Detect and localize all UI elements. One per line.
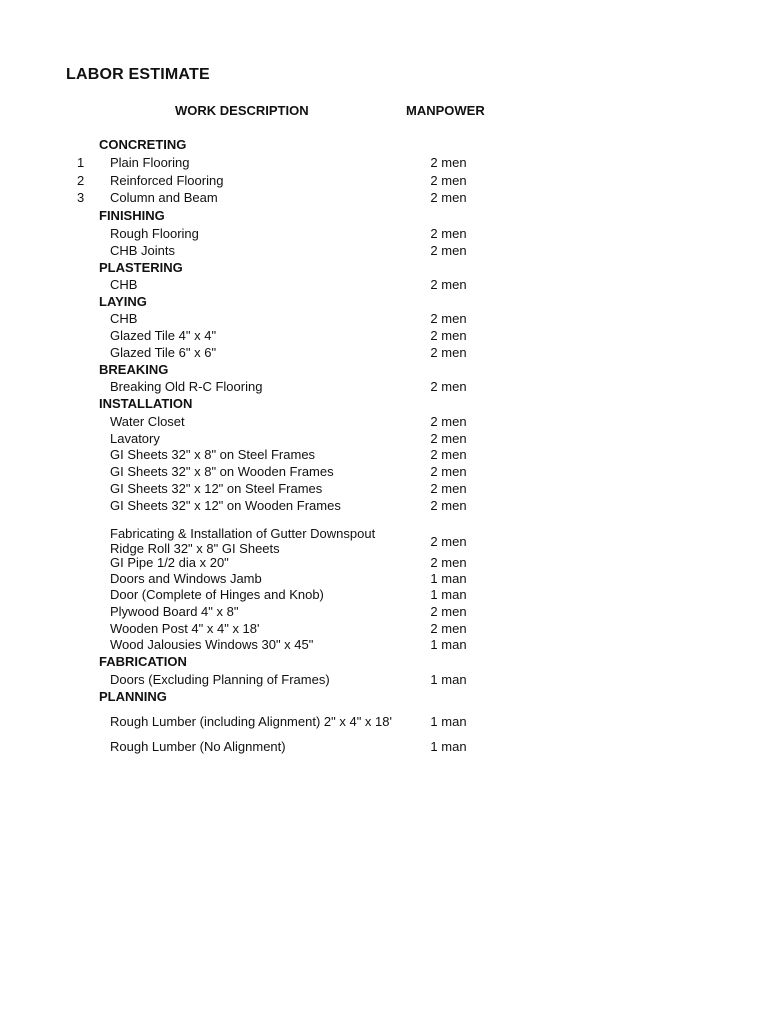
- manpower-value: 2 men: [430, 555, 467, 570]
- work-description: Lavatory: [110, 431, 160, 446]
- work-description: Wooden Post 4" x 4" x 18': [110, 621, 260, 636]
- work-description: Breaking Old R-C Flooring: [110, 379, 263, 394]
- work-description: Water Closet: [110, 414, 185, 429]
- work-description: CHB: [110, 311, 138, 326]
- category-heading: LAYING: [99, 294, 147, 309]
- category-heading: PLANNING: [99, 689, 167, 704]
- work-description: CHB Joints: [110, 243, 176, 258]
- manpower-value: 2 men: [430, 534, 467, 549]
- work-description: Rough Lumber (including Alignment) 2" x 4" x 18': [110, 714, 392, 729]
- item-number: 2: [77, 173, 85, 188]
- manpower-value: 2 men: [430, 431, 467, 446]
- work-description: Wood Jalousies Windows 30" x 45": [110, 637, 314, 652]
- manpower-value: 2 men: [430, 621, 467, 636]
- item-number: 1: [77, 155, 85, 170]
- work-description: Plain Flooring: [110, 155, 190, 170]
- work-description: GI Sheets 32" x 12" on Steel Frames: [110, 481, 323, 496]
- page-title: LABOR ESTIMATE: [66, 66, 210, 83]
- manpower-value: 1 man: [430, 739, 467, 754]
- manpower-value: 2 men: [430, 498, 467, 513]
- manpower-value: 2 men: [430, 345, 467, 360]
- manpower-value: 2 men: [430, 379, 467, 394]
- work-description-header: WORK DESCRIPTION: [175, 103, 309, 118]
- manpower-value: 2 men: [430, 155, 467, 170]
- manpower-value: 2 men: [430, 311, 467, 326]
- category-heading: INSTALLATION: [99, 396, 193, 411]
- manpower-value: 2 men: [430, 481, 467, 496]
- manpower-value: 2 men: [430, 414, 467, 429]
- work-description: GI Sheets 32" x 12" on Wooden Frames: [110, 498, 341, 513]
- work-description: GI Sheets 32" x 8" on Wooden Frames: [110, 464, 334, 479]
- manpower-value: 2 men: [430, 328, 467, 343]
- work-description: Doors and Windows Jamb: [110, 571, 262, 586]
- category-heading: BREAKING: [99, 362, 169, 377]
- category-heading: FABRICATION: [99, 654, 187, 669]
- work-description: Plywood Board 4" x 8": [110, 604, 239, 619]
- manpower-value: 2 men: [430, 190, 467, 205]
- work-description: Reinforced Flooring: [110, 173, 224, 188]
- manpower-value: 2 men: [430, 243, 467, 258]
- manpower-header: MANPOWER: [406, 103, 485, 118]
- item-number: 3: [77, 190, 85, 205]
- work-description: Fabricating & Installation of Gutter Downspout Ridge Roll 32" x 8" GI Sheets: [110, 526, 376, 556]
- manpower-value: 2 men: [430, 173, 467, 188]
- work-description: Rough Lumber (No Alignment): [110, 739, 286, 754]
- work-description: GI Pipe 1/2 dia x 20": [110, 555, 229, 570]
- work-description: GI Sheets 32" x 8" on Steel Frames: [110, 447, 316, 462]
- work-description: Rough Flooring: [110, 226, 199, 241]
- manpower-value: 2 men: [430, 464, 467, 479]
- work-description: Glazed Tile 4" x 4": [110, 328, 217, 343]
- category-heading: CONCRETING: [99, 137, 187, 152]
- manpower-value: 1 man: [430, 587, 467, 602]
- work-description: Door (Complete of Hinges and Knob): [110, 587, 324, 602]
- manpower-value: 1 man: [430, 637, 467, 652]
- work-description: Glazed Tile 6" x 6": [110, 345, 217, 360]
- manpower-value: 2 men: [430, 226, 467, 241]
- manpower-value: 1 man: [430, 714, 467, 729]
- work-description: CHB: [110, 277, 138, 292]
- manpower-value: 2 men: [430, 604, 467, 619]
- work-description: Column and Beam: [110, 190, 218, 205]
- work-description: Doors (Excluding Planning of Frames): [110, 672, 330, 687]
- category-heading: PLASTERING: [99, 260, 183, 275]
- category-heading: FINISHING: [99, 208, 165, 223]
- manpower-value: 1 man: [430, 571, 467, 586]
- manpower-value: 2 men: [430, 447, 467, 462]
- manpower-value: 1 man: [430, 672, 467, 687]
- manpower-value: 2 men: [430, 277, 467, 292]
